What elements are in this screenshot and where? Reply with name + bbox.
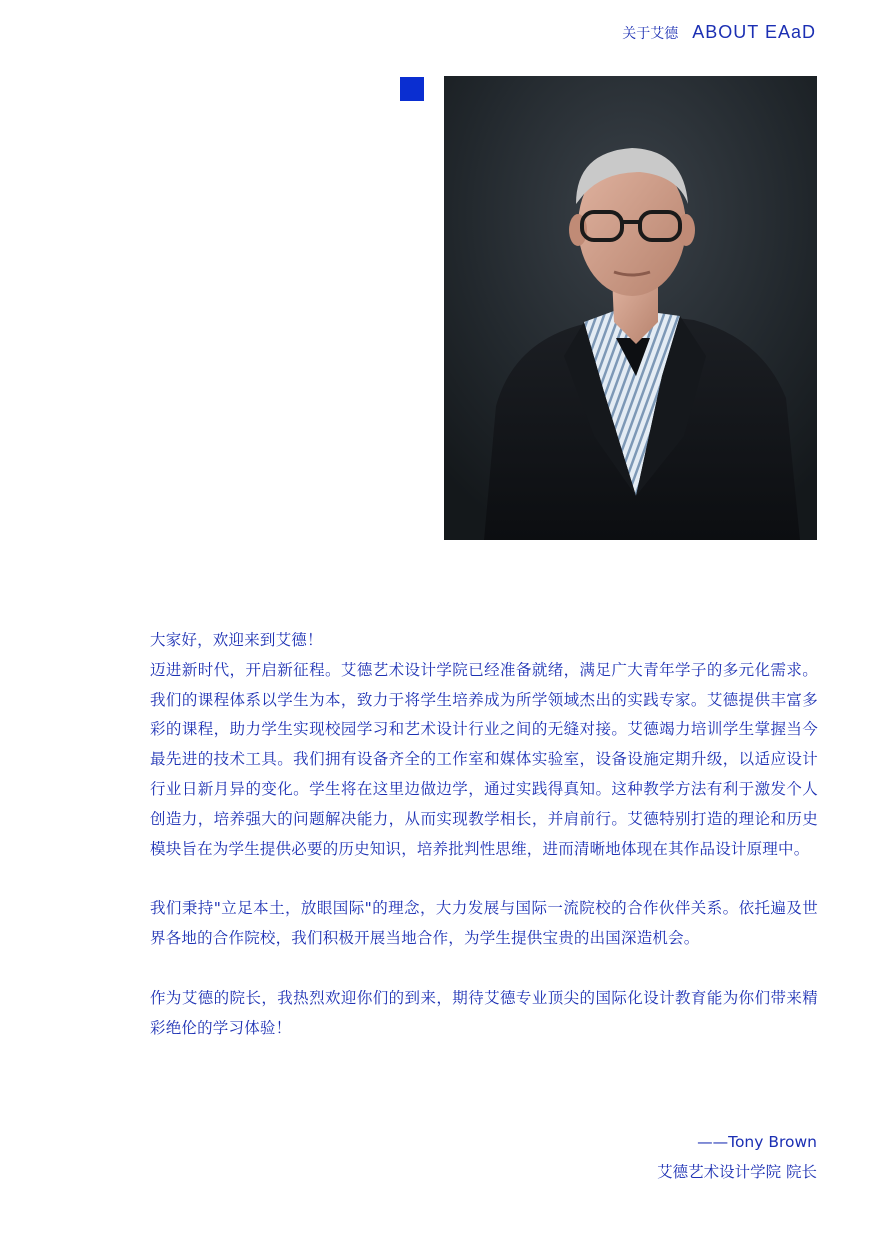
header-title-english: ABOUT EAaD xyxy=(692,22,816,42)
letter-greeting: 大家好，欢迎来到艾德！ xyxy=(150,631,323,649)
signature-name: ——Tony Brown xyxy=(697,1133,817,1151)
portrait-illustration xyxy=(444,76,817,540)
dean-portrait-photo xyxy=(444,76,817,540)
accent-square xyxy=(400,77,424,101)
signature-title: 艾德艺术设计学院 院长 xyxy=(657,1162,817,1181)
signature-block xyxy=(657,1128,817,1188)
letter-paragraph-1: 迈进新时代，开启新征程。艾德艺术设计学院已经准备就绪，满足广大青年学子的多元化需求。我们的课程体系以学生为本，致力于将学生培养成为所学领域杰出的实践专家。艾德提供丰富多彩的课程，助力学生实现校园学习和艺术设计行业之间的无缝对接。艾德竭力培训学生掌握当今最先进的技术工具。我们拥有设备齐全的工作室和媒体实验室，设备设施定期升级，以适应设计行业日新月异的变化。学生将在这里边做边学，通过实践得真知。这种教学方法有利于激发个人创造力，培养强大的问题解决能力，从而实现教学相长，并肩前行。艾德特别打造的理论和历史模块旨在为学生提供必要的历史知识，培养批判性思维，进而清晰地体现在其作品设计原理中。 xyxy=(150,660,818,858)
letter-paragraph-2: 我们秉持"立足本土，放眼国际"的理念，大力发展与国际一流院校的合作伙伴关系。依托遍及世界各地的合作院校，我们积极开展当地合作，为学生提供宝贵的出国深造机会。 xyxy=(150,899,818,948)
letter-paragraph-3: 作为艾德的院长，我热烈欢迎你们的到来，期待艾德专业顶尖的国际化设计教育能为你们带来精彩绝伦的学习体验！ xyxy=(150,988,818,1037)
welcome-letter xyxy=(150,626,818,1044)
page-header xyxy=(622,22,816,43)
header-title-chinese: 关于艾德 xyxy=(622,26,679,42)
